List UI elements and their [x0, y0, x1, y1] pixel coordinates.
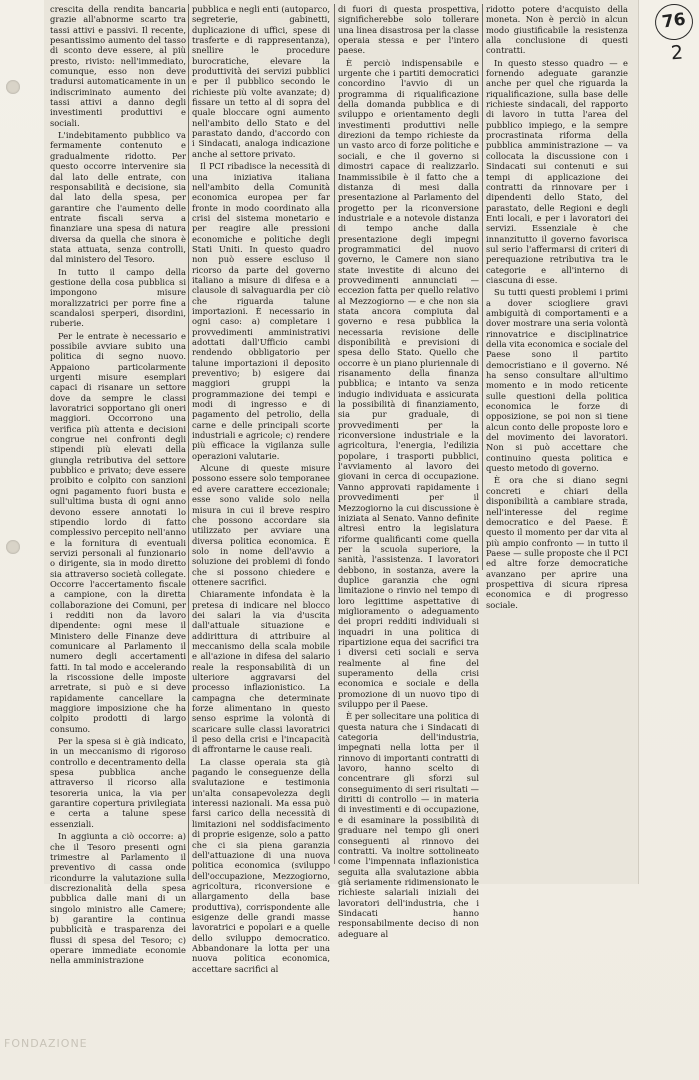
- paragraph: È per sollecitare una politica di questa natura che i Sindacati di categoria dell'industria, impegnati nella lotta per il rinnovo di importanti contratti di lavoro, hanno scelto di concentrare gli sforzi sul conseguimento di seri risultati — diritti di controllo — in materia di investimenti e di occupazione, e di esaminare la possibilità di graduare nel tempo gli oneri conseguenti al rinnovo dei contratti. Va inoltre sottolineato come l'impennata inflazionistica seguita alla svalutazione abbia già seriamente ridimensionato le richieste salariali iniziali dei lavoratori dell'industria, che i Sindacati hanno responsabilmente deciso di non adeguare al: [338, 711, 479, 939]
- paragraph: In questo stesso quadro — e fornendo adeguate garanzie anche per quel che riguarda la riqualificazione, sulla base delle richieste sindacali, del rapporto di lavoro in tutta l'area del pubblico impiego, e la sempre procrastinata riforma della pubblica amministrazione — va collocata la discussione con i Sindacati sui contenuti e sui tempi di applicazione dei contratti da rinnovare per i dipendenti dello Stato, del parastato, delle Regioni e degli Enti locali, e per i lavoratori dei servizi. Essenziale è che innanzitutto il governo favorisca sul serio l'affermarsi di criteri di perequazione retributiva tra le categorie e all'interno di ciascuna di esse.: [486, 57, 628, 285]
- paragraph: È ora che si diano segni concreti e chiari della disponibilità a cambiare strada, nell'interesse del regime democratico e del Paese. È questo il momento per dar vita al più ampio confronto — in tutto il Paese — sulle proposte che il PCI ed altre forze democratiche avanzano per aprire una prospettiva di sicura ripresa economica e di progresso sociale.: [486, 475, 628, 610]
- page-number-annotation: 76: [653, 2, 696, 43]
- paragraph: Per le entrate è necessario e possibile avviare subito una politica di segno nuovo. Appaiono particolarmente urgenti misure esemplari capaci di risanare un settore dove da sempre le classi lavoratrici sopportano gli oneri maggiori. Occorrono una verifica più attenta e decisioni congrue nei confronti degli stipendi più elevati della giungla retributiva del settore pubblico e privato; deve essere proibito e colpito con sanzioni ogni pagamento fuori busta e sull'ultima busta di ogni anno devono essere annotati lo stipendio lordo di fatto complessivo percepito nell'anno e la fornitura di eventuali servizi personali al funzionario o dirigente, sia in modo diretto sia attraverso società collegate. Occorre l'accertamento fiscale a campione, con la diretta collaborazione dei Comuni, per i redditi non da lavoro dipendente: ogni mese il Ministero delle Finanze deve comunicare al Parlamento il numero degli accertamenti fatti. In tal modo e accelerando la riscossione delle imposte arretrate, si può e si deve rapidamente cancellare la maggiore imposizione che ha colpito prodotti di largo consumo.: [50, 330, 186, 734]
- text-column-1: [50, 4, 186, 966]
- paragraph: pubblica e negli enti (autoparco, segreterie, gabinetti, duplicazione di uffici, spese di trasferte e di rappresentanza), snellire le procedure burocratiche, elevare la produttività dei servizi pubblici e per il pubblico secondo le richieste più volte avanzate; d) fissare un tetto al di sopra del quale bloccare ogni aumento nell'ambito dello Stato e del parastato dando, d'accordo con i Sindacati, analoga indicazione anche al settore privato.: [192, 4, 330, 159]
- paragraph: di fuori di questa prospettiva, significherebbe solo tollerare una linea disastrosa per la classe operaia stessa e per l'intero paese.: [338, 4, 479, 56]
- punch-hole: [6, 80, 20, 94]
- paragraph: L'indebitamento pubblico va fermamente contenuto e gradualmente ridotto. Per questo occorre intervenire sia dal lato delle entrate, con responsabilità e decisione, sia dal lato della spesa, per garantire che l'aumento delle entrate fiscali serva a finanziare una spesa di natura diversa da quella che sinora è stata attuata, senza controlli, dal ministero del Tesoro.: [50, 130, 186, 265]
- paragraph: Alcune di queste misure possono essere solo temporanee ed avere carattere eccezionale; esse sono valide solo nella misura in cui il breve respiro che possono accordare sia utilizzato per avviare una diversa politica economica. È solo in nome dell'avvio a soluzione dei problemi di fondo che si possono chiedere e ottenere sacrifici.: [192, 463, 330, 587]
- paragraph: In aggiunta a ciò occorre: a) che il Tesoro presenti ogni trimestre al Parlamento il preventivo di cassa onde ricondurre la valutazione sulla discrezionalità della spesa pubblica dalle mani di un singolo ministro alle Camere; b) garantire la continua pubblicità e trasparenza dei flussi di spesa del Tesoro; c) operare immediate economie nella amministrazione: [50, 831, 186, 966]
- punch-hole: [6, 540, 20, 554]
- sub-number-annotation: 2: [670, 41, 684, 65]
- paragraph: Per la spesa si è già indicato, in un meccanismo di rigoroso controllo e decentramento della spesa pubblica anche attraverso il ricorso alla tesoreria unica, la via per garantire copertura privilegiata e certa a talune spese essenziali.: [50, 736, 186, 829]
- paragraph: La classe operaia sta già pagando le conseguenze della svalutazione e testimonia un'alta consapevolezza degli interessi nazionali. Ma essa può farsi carico della necessità di limitazioni nel soddisfacimento di proprie esigenze, solo a patto che ci sia piena garanzia dell'attuazione di una nuova politica economica (sviluppo dell'occupazione, Mezzogiorno, agricoltura, riconversione e allargamento della base produttiva), corrispondente alle esigenze delle grandi masse lavoratrici e popolari e a quelle dello sviluppo democratico. Abbandonare la lotta per una nuova politica economica, accettare sacrifici al: [192, 756, 330, 974]
- paragraph: crescita della rendita bancaria grazie all'abnorme scarto tra tassi attivi e passivi. Il recente, pesantissimo aumento del tasso di sconto deve essere, al più presto, rivisto: nell'immediato, comunque, esso non deve tradursi automaticamente in un indiscriminato aumento dei tassi attivi a danno degli investimenti produttivi e sociali.: [50, 4, 186, 128]
- paragraph: Il PCI ribadisce la necessità di una iniziativa italiana nell'ambito della Comunità economica europea per far fronte in modo coordinato alla crisi del sistema monetario e per reagire alle pressioni economiche e politiche degli Stati Uniti. In questo quadro non può essere escluso il ricorso da parte del governo italiano a misure di difesa e a clausole di salvaguardia per ciò che riguarda talune importazioni. È necessario in ogni caso: a) completare i provvedimenti amministrativi adottati dall'Ufficio cambi rendendo obbligatorio per talune importazioni il deposito preventivo; b) esigere dai maggiori gruppi la programmazione dei tempi e modi di ingresso e di pagamento del petrolio, della carne e delle principali scorte industriali e agricole; c) rendere più efficace la vigilanza sulle operazioni valutarie.: [192, 161, 330, 461]
- text-column-4: [486, 4, 628, 610]
- text-column-3: [338, 4, 479, 939]
- paragraph: Su tutti questi problemi i primi a dover sciogliere gravi ambiguità di comportamenti e a dover mostrare una seria volontà rinnovatrice e disciplinatrice della vita economica e sociale del Paese sono il partito democristiano e il governo. Né ha senso consultare all'ultimo momento e in modo reticente sulle questioni della politica economica le forze di opposizione, se poi non si tiene alcun conto delle proposte loro e del movimento dei lavoratori. Non si può accettare che continuino questa politica e questo metodo di governo.: [486, 287, 628, 474]
- paragraph: È perciò indispensabile e urgente che i partiti democratici concordino l'avvio di un programma di riqualificazione della domanda pubblica e di sviluppo e orientamento degli investimenti produttivi nelle direzioni da tempo richieste da un vasto arco di forze politiche e sociali, e che il governo si dimostri capace di realizzarlo. Inammissibile è il fatto che a distanza di mesi dalla presentazione al Parlamento del progetto per la riconversione industriale e a notevole distanza di tempo anche dalla presentazione degli impegni programmatici del nuovo governo, le Camere non siano state investite di alcuno dei provvedimenti annunciati — eccezion fatta per quello relativo al Mezzogiorno — e che non sia stata ancora compiuta dal governo e resa pubblica la necessaria revisione delle disponibilità e previsioni di spesa dello Stato. Quello che occorre è un piano pluriennale di risanamento della finanza pubblica; e intanto va senza indugio individuata e assicurata la possibilità di finanziamento, sia pur graduale, di provvedimenti per la riconversione industriale e la agricoltura, l'energia, l'edilizia popolare, i trasporti pubblici, l'avviamento al lavoro dei giovani in cerca di occupazione. Vanno approvati rapidamente i provvedimenti per il Mezzogiorno la cui discussione è iniziata al Senato. Vanno definite altresì entro la legislatura riforme qualificanti come quella per la scuola superiore, la sanità, l'assistenza. I lavoratori debbono, in sostanza, avere la duplice garanzia che ogni limitazione o rinvio nel tempo di loro legittime aspettative di miglioramento o adeguamento dei propri redditi individuali si inquadri in una politica di ripartizione equa dei sacrifici tra i diversi ceti sociali e serva realmente al fine del superamento della crisi economica e sociale e della promozione di un nuovo tipo di sviluppo per il Paese.: [338, 57, 479, 710]
- text-column-2: [192, 4, 330, 974]
- column-divider: [334, 4, 335, 864]
- column-divider: [482, 4, 483, 570]
- column-divider: [188, 4, 189, 880]
- paragraph: Chiaramente infondata è la pretesa di indicare nel blocco dei salari la via d'uscita dall'attuale situazione e addirittura di attribuire al meccanismo della scala mobile e all'azione in difesa del salario reale la responsabilità di un ulteriore aggravarsi del processo inflazionistico. La campagna che determinate forze alimentano in questo senso esprime la volontà di scaricare sulle classi lavoratrici il peso della crisi e l'incapacità di affrontarne le cause reali.: [192, 589, 330, 755]
- paragraph: ridotto potere d'acquisto della moneta. Non è perciò in alcun modo giustificabile la resistenza alla conclusione di questi contratti.: [486, 4, 628, 56]
- archive-watermark: FONDAZIONE: [4, 1037, 88, 1050]
- paragraph: In tutto il campo della gestione della cosa pubblica si impongono misure moralizzatrici per porre fine a scandalosi sperperi, disordini, ruberie.: [50, 266, 186, 329]
